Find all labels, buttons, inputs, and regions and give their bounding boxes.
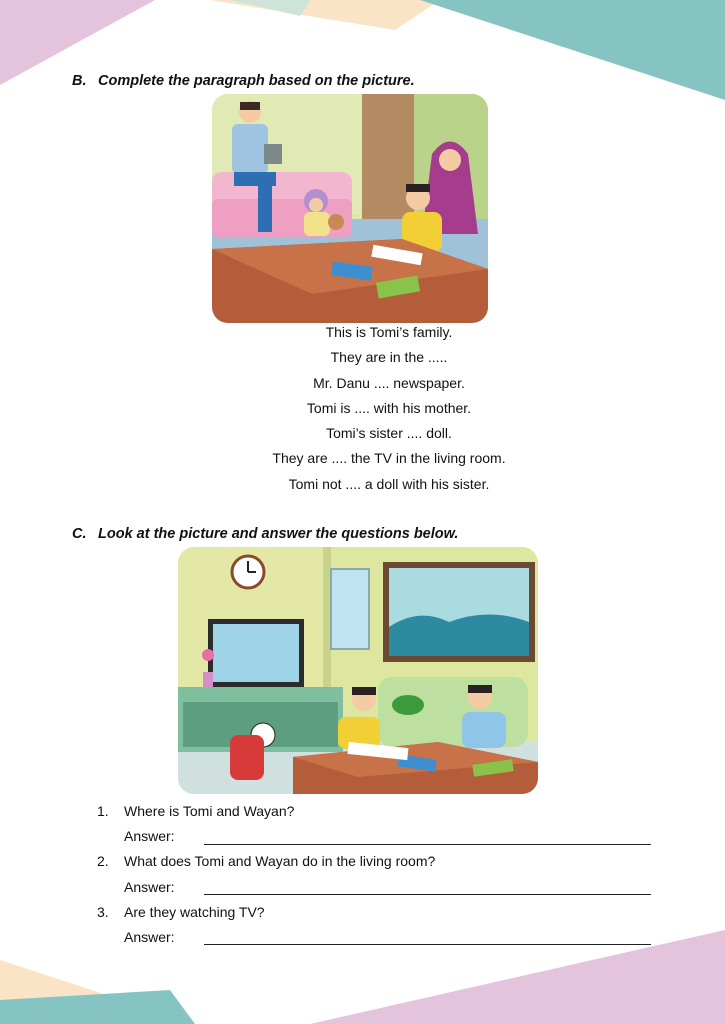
answer-3-row (0, 929, 725, 949)
family-picture (212, 94, 488, 323)
section-c-heading (72, 526, 458, 542)
answer-1-line[interactable] (204, 844, 651, 845)
sentence-3: Mr. Danu .... newspaper. (313, 374, 465, 391)
section-c-letter: C. (72, 526, 87, 542)
question-3-text: Are they watching TV? (124, 904, 265, 920)
question-2-number: 2. (97, 853, 109, 869)
answer-2-label: Answer: (124, 879, 175, 895)
paragraph-sentences (0, 320, 725, 497)
section-c-title: Look at the picture and answer the questions below. (98, 526, 459, 542)
question-2 (0, 853, 725, 873)
answer-3-line[interactable] (204, 944, 651, 945)
section-b-title: Complete the paragraph based on the picture. (98, 73, 415, 89)
question-1-number: 1. (97, 803, 109, 819)
question-3-number: 3. (97, 904, 109, 920)
question-2-text: What does Tomi and Wayan do in the living room? (124, 853, 436, 869)
sentence-6: They are .... the TV in the living room. (272, 450, 506, 467)
sentence-1: This is Tomi’s family. (325, 324, 453, 340)
sentence-2: They are in the ..... (330, 349, 448, 366)
sentence-5: Tomi’s sister .... doll. (326, 425, 452, 442)
answer-2-row (0, 879, 725, 899)
answer-1-row (0, 828, 725, 848)
question-1 (0, 803, 725, 823)
sentence-4: Tomi is .... with his mother. (306, 399, 472, 416)
answer-3-label: Answer: (124, 929, 175, 945)
question-1-text: Where is Tomi and Wayan? (124, 803, 295, 819)
answer-2-line[interactable] (204, 894, 651, 895)
section-b-letter: B. (72, 73, 87, 89)
boys-studying-picture (178, 547, 538, 794)
sentence-7: Tomi not .... a doll with his sister. (288, 475, 490, 492)
question-3 (0, 904, 725, 924)
section-b-heading (72, 73, 415, 89)
answer-1-label: Answer: (124, 828, 175, 844)
